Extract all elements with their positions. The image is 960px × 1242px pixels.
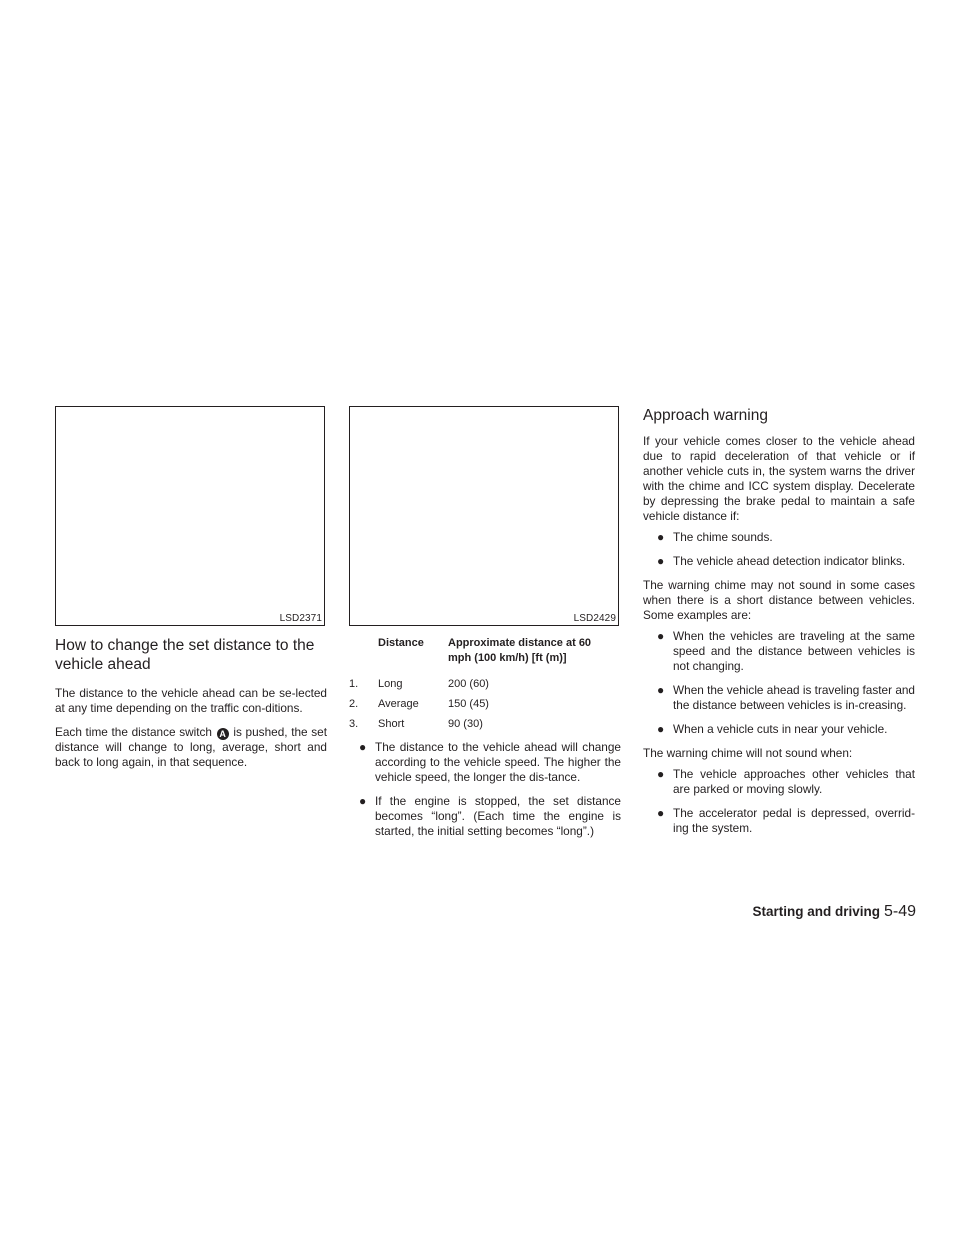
page-footer bbox=[752, 903, 916, 921]
bullet-icon: ● bbox=[657, 554, 665, 568]
bullet-icon: ● bbox=[657, 629, 665, 643]
column-1 bbox=[55, 406, 327, 770]
bullet-icon: ● bbox=[657, 722, 665, 736]
section-heading-approach-warning: Approach warning bbox=[643, 407, 768, 424]
figure-distance-settings bbox=[349, 406, 619, 626]
callout-a-icon: A bbox=[217, 728, 229, 740]
bullet-icon: ● bbox=[657, 806, 665, 820]
bullet-list bbox=[643, 767, 915, 836]
section-heading-set-distance: How to change the set distance to the vehicle ahead bbox=[55, 637, 315, 673]
page-number: 5-49 bbox=[883, 903, 916, 920]
list-item: ● When the vehicles are traveling at the same speed and the distance between vehicles is not changing. bbox=[657, 629, 915, 673]
table-row: 2. Average 150 (45) bbox=[349, 697, 489, 710]
figure-distance-switch bbox=[55, 406, 325, 626]
bullet-icon: ● bbox=[657, 530, 665, 544]
table-row: 3. Short 90 (30) bbox=[349, 717, 483, 730]
column-2 bbox=[349, 406, 621, 848]
table-row: 1. Long 200 (60) bbox=[349, 677, 489, 690]
paragraph: The warning chime will not sound when: bbox=[643, 746, 853, 760]
table-header-approx: Approximate distance at 60 mph (100 km/h) [ft (m)] bbox=[448, 637, 592, 664]
footer-section-title: Starting and driving bbox=[752, 904, 880, 919]
paragraph: Each time the distance switch A is pushed, the set distance will change to long, average, short and back to long again, in that sequence. bbox=[55, 725, 328, 769]
list-item: ● The chime sounds. bbox=[657, 530, 773, 544]
bullet-icon: ● bbox=[359, 794, 367, 808]
figure-code: LSD2429 bbox=[573, 613, 616, 624]
list-item: ● The accelerator pedal is depressed, overrid-ing the system. bbox=[657, 806, 915, 835]
column-3 bbox=[643, 406, 915, 845]
distance-table bbox=[349, 636, 598, 734]
figure-code: LSD2371 bbox=[279, 613, 322, 624]
list-item: ● If the engine is stopped, the set distance becomes “long”. (Each time the engine is started, the initial setting becomes “long”.) bbox=[359, 794, 621, 838]
list-item: ● When a vehicle cuts in near your vehicle. bbox=[657, 722, 888, 736]
bullet-list bbox=[643, 530, 915, 569]
bullet-icon: ● bbox=[657, 767, 665, 781]
bullet-icon: ● bbox=[657, 683, 665, 697]
list-item: ● When the vehicle ahead is traveling faster and the distance between vehicles is in-creasing. bbox=[657, 683, 915, 712]
bullet-icon: ● bbox=[359, 740, 367, 754]
paragraph: If your vehicle comes closer to the vehicle ahead due to rapid deceleration of that vehicle or if another vehicle cuts in, the system warns the driver with the chime and ICC system display. Decelerate by depressing the brake pedal to maintain a safe vehicle distance if: bbox=[643, 434, 915, 523]
list-item: ● The vehicle ahead detection indicator blinks. bbox=[657, 554, 906, 568]
paragraph: The distance to the vehicle ahead can be se-lected at any time depending on the traffic con-ditions. bbox=[55, 686, 327, 715]
bullet-list bbox=[643, 629, 915, 737]
table-header-distance: Distance bbox=[378, 637, 424, 649]
list-item: ● The distance to the vehicle ahead will change according to the vehicle speed. The higher the vehicle speed, the longer the dis-tance. bbox=[359, 740, 621, 784]
list-item: ● The vehicle approaches other vehicles that are parked or moving slowly. bbox=[657, 767, 915, 796]
bullet-list bbox=[349, 740, 621, 839]
paragraph: The warning chime may not sound in some cases when there is a short distance between vehicles. Some examples are: bbox=[643, 578, 915, 622]
